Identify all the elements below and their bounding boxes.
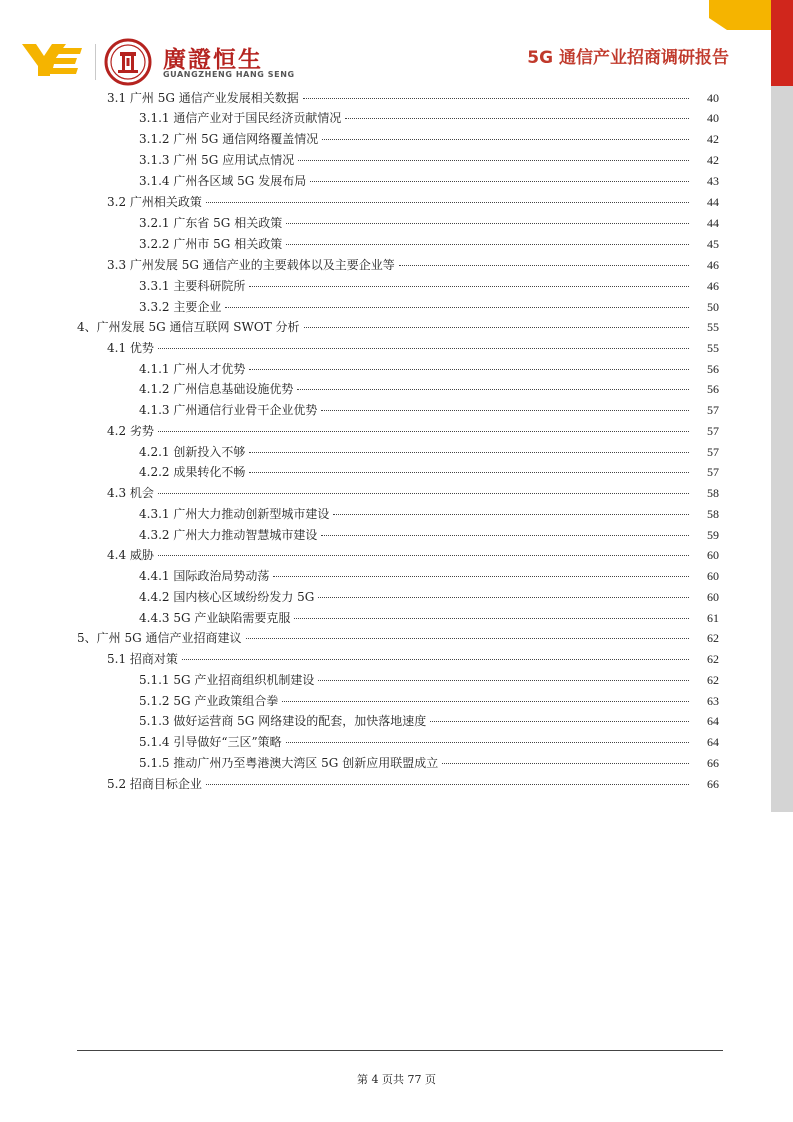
toc-row[interactable] [107, 545, 719, 565]
toc-row[interactable] [139, 379, 719, 399]
toc-page: 60 [707, 569, 719, 583]
toc-row[interactable] [139, 129, 719, 149]
toc-label: 4.3 机会 [107, 486, 154, 500]
toc-label: 3.2 广州相关政策 [107, 195, 202, 209]
toc-label: 4.3.2 广州大力推动智慧城市建设 [139, 528, 318, 542]
toc-row[interactable] [77, 317, 719, 337]
toc-label: 4.2.2 成果转化不畅 [139, 465, 246, 479]
toc-row[interactable] [107, 421, 719, 441]
page-number: 第 4 页共 77 页 [357, 1073, 436, 1086]
toc-page: 66 [707, 777, 719, 791]
toc-page: 57 [707, 445, 719, 459]
toc-leader-dots [158, 431, 689, 432]
toc-page: 50 [707, 300, 719, 314]
toc-page: 66 [707, 756, 719, 770]
toc-row[interactable] [107, 483, 719, 503]
toc-label: 4、广州发展 5G 通信互联网 SWOT 分析 [77, 320, 300, 334]
toc-label: 3.1.4 广州各区域 5G 发展布局 [139, 174, 307, 188]
toc-row[interactable] [139, 359, 719, 379]
toc-leader-dots [322, 139, 689, 140]
toc-leader-dots [249, 369, 689, 370]
toc-page: 40 [707, 111, 719, 125]
toc-leader-dots [273, 576, 689, 577]
logo-divider [95, 44, 96, 80]
toc-label: 4.1.3 广州通信行业骨干企业优势 [139, 403, 318, 417]
toc-row[interactable] [139, 566, 719, 586]
toc-page: 62 [707, 652, 719, 666]
toc-label: 5、广州 5G 通信产业招商建议 [77, 631, 242, 645]
toc-label: 4.4.2 国内核心区域纷纷发力 5G [139, 590, 315, 604]
toc-page: 60 [707, 548, 719, 562]
brand-subtitle: GUANGZHENG HANG SENG [163, 70, 295, 79]
toc-row[interactable] [139, 442, 719, 462]
toc-row[interactable] [139, 753, 719, 773]
seal-logo-icon [104, 38, 152, 86]
toc-leader-dots [206, 202, 689, 203]
toc-row[interactable] [139, 525, 719, 545]
toc-leader-dots [333, 514, 689, 515]
toc-row[interactable] [139, 711, 719, 731]
toc-page: 42 [707, 132, 719, 146]
toc-label: 4.2 劣势 [107, 424, 154, 438]
toc-label: 5.1.2 5G 产业政策组合拳 [139, 694, 279, 708]
toc-label: 5.1.5 推动广州乃至粤港澳大湾区 5G 创新应用联盟成立 [139, 756, 439, 770]
toc-page: 40 [707, 91, 719, 105]
toc-row[interactable] [107, 338, 719, 358]
toc-page: 64 [707, 714, 719, 728]
toc-leader-dots [249, 452, 689, 453]
toc-leader-dots [442, 763, 689, 764]
toc-label: 4.4.3 5G 产业缺陷需要克服 [139, 611, 291, 625]
toc-leader-dots [246, 638, 690, 639]
toc-row[interactable] [139, 504, 719, 524]
toc-leader-dots [294, 618, 689, 619]
toc-leader-dots [430, 721, 689, 722]
toc-leader-dots [158, 348, 689, 349]
toc-page: 45 [707, 237, 719, 251]
toc-leader-dots [297, 389, 689, 390]
toc-row[interactable] [139, 400, 719, 420]
toc-row[interactable] [139, 150, 719, 170]
toc-page: 57 [707, 424, 719, 438]
toc-page: 62 [707, 673, 719, 687]
toc-label: 4.4.1 国际政治局势动荡 [139, 569, 270, 583]
toc-label: 5.1.3 做好运营商 5G 网络建设的配套，加快落地速度 [139, 714, 427, 728]
toc-leader-dots [318, 597, 689, 598]
toc-label: 3.1.3 广州 5G 应用试点情况 [139, 153, 295, 167]
report-title: 5G 通信产业招商调研报告 [527, 48, 729, 68]
toc-leader-dots [303, 98, 689, 99]
toc-label: 3.3 广州发展 5G 通信产业的主要载体以及主要企业等 [107, 258, 395, 272]
toc-leader-dots [286, 742, 689, 743]
toc-page: 57 [707, 465, 719, 479]
toc-page: 58 [707, 507, 719, 521]
toc-row[interactable] [107, 774, 719, 794]
toc-leader-dots [249, 472, 689, 473]
toc-leader-dots [206, 784, 689, 785]
toc-leader-dots [182, 659, 689, 660]
toc-label: 5.1 招商对策 [107, 652, 178, 666]
toc-label: 5.1.1 5G 产业招商组织机制建设 [139, 673, 315, 687]
toc-leader-dots [318, 680, 689, 681]
toc-leader-dots [321, 410, 689, 411]
toc-label: 4.4 威胁 [107, 548, 154, 562]
toc-leader-dots [286, 244, 689, 245]
toc-label: 3.1.2 广州 5G 通信网络覆盖情况 [139, 132, 319, 146]
toc-leader-dots [282, 701, 689, 702]
ye-logo-icon [22, 42, 82, 78]
toc-row[interactable] [107, 192, 719, 212]
toc-page: 43 [707, 174, 719, 188]
toc-page: 58 [707, 486, 719, 500]
toc-leader-dots [298, 160, 689, 161]
page-header [0, 0, 793, 90]
toc-label: 3.1.1 通信产业对于国民经济贡献情况 [139, 111, 342, 125]
toc-row[interactable] [139, 213, 719, 233]
toc-page: 57 [707, 403, 719, 417]
toc-page: 42 [707, 153, 719, 167]
side-bar-decoration [771, 86, 793, 812]
toc-page: 59 [707, 528, 719, 542]
toc-row[interactable] [139, 297, 719, 317]
footer-divider [77, 1050, 723, 1051]
toc-page: 60 [707, 590, 719, 604]
toc-row[interactable] [139, 691, 719, 711]
toc-row[interactable] [139, 108, 719, 128]
toc-label: 5.2 招商目标企业 [107, 777, 202, 791]
toc-leader-dots [225, 307, 689, 308]
toc-label: 4.3.1 广州大力推动创新型城市建设 [139, 507, 330, 521]
toc-label: 3.3.1 主要科研院所 [139, 279, 246, 293]
toc-row[interactable] [139, 732, 719, 752]
toc-leader-dots [310, 181, 689, 182]
toc-page: 44 [707, 216, 719, 230]
brand-name: 廣證恒生 [163, 47, 263, 73]
toc-page: 64 [707, 735, 719, 749]
toc-row[interactable] [107, 649, 719, 669]
toc-leader-dots [304, 327, 689, 328]
corner-accent-red [771, 0, 793, 86]
toc-label: 4.1.2 广州信息基础设施优势 [139, 382, 294, 396]
toc-row[interactable] [139, 462, 719, 482]
toc-row[interactable] [139, 670, 719, 690]
toc-leader-dots [158, 493, 689, 494]
toc-page: 46 [707, 258, 719, 272]
toc-label: 3.1 广州 5G 通信产业发展相关数据 [107, 91, 299, 105]
toc-page: 63 [707, 694, 719, 708]
toc-page: 55 [707, 320, 719, 334]
toc-label: 4.2.1 创新投入不够 [139, 445, 246, 459]
toc-row[interactable] [139, 234, 719, 254]
toc-page: 56 [707, 362, 719, 376]
toc-label: 3.2.1 广东省 5G 相关政策 [139, 216, 283, 230]
toc-page: 46 [707, 279, 719, 293]
toc-row[interactable] [107, 255, 719, 275]
toc-leader-dots [158, 555, 689, 556]
toc-row[interactable] [77, 628, 719, 648]
toc-label: 4.1.1 广州人才优势 [139, 362, 246, 376]
toc-leader-dots [345, 118, 689, 119]
toc-row[interactable] [107, 88, 719, 108]
toc-row[interactable] [139, 171, 719, 191]
toc-label: 5.1.4 引导做好“三区”策略 [139, 735, 282, 749]
toc-page: 56 [707, 382, 719, 396]
toc-page: 44 [707, 195, 719, 209]
toc-label: 4.1 优势 [107, 341, 154, 355]
toc-label: 3.2.2 广州市 5G 相关政策 [139, 237, 283, 251]
toc-label: 3.3.2 主要企业 [139, 300, 222, 314]
toc-page: 55 [707, 341, 719, 355]
toc-row[interactable] [139, 587, 719, 607]
toc-page: 62 [707, 631, 719, 645]
toc-leader-dots [286, 223, 689, 224]
toc-row[interactable] [139, 608, 719, 628]
toc-leader-dots [321, 535, 689, 536]
toc-leader-dots [249, 286, 689, 287]
toc-row[interactable] [139, 276, 719, 296]
toc-leader-dots [399, 265, 689, 266]
toc-page: 61 [707, 611, 719, 625]
